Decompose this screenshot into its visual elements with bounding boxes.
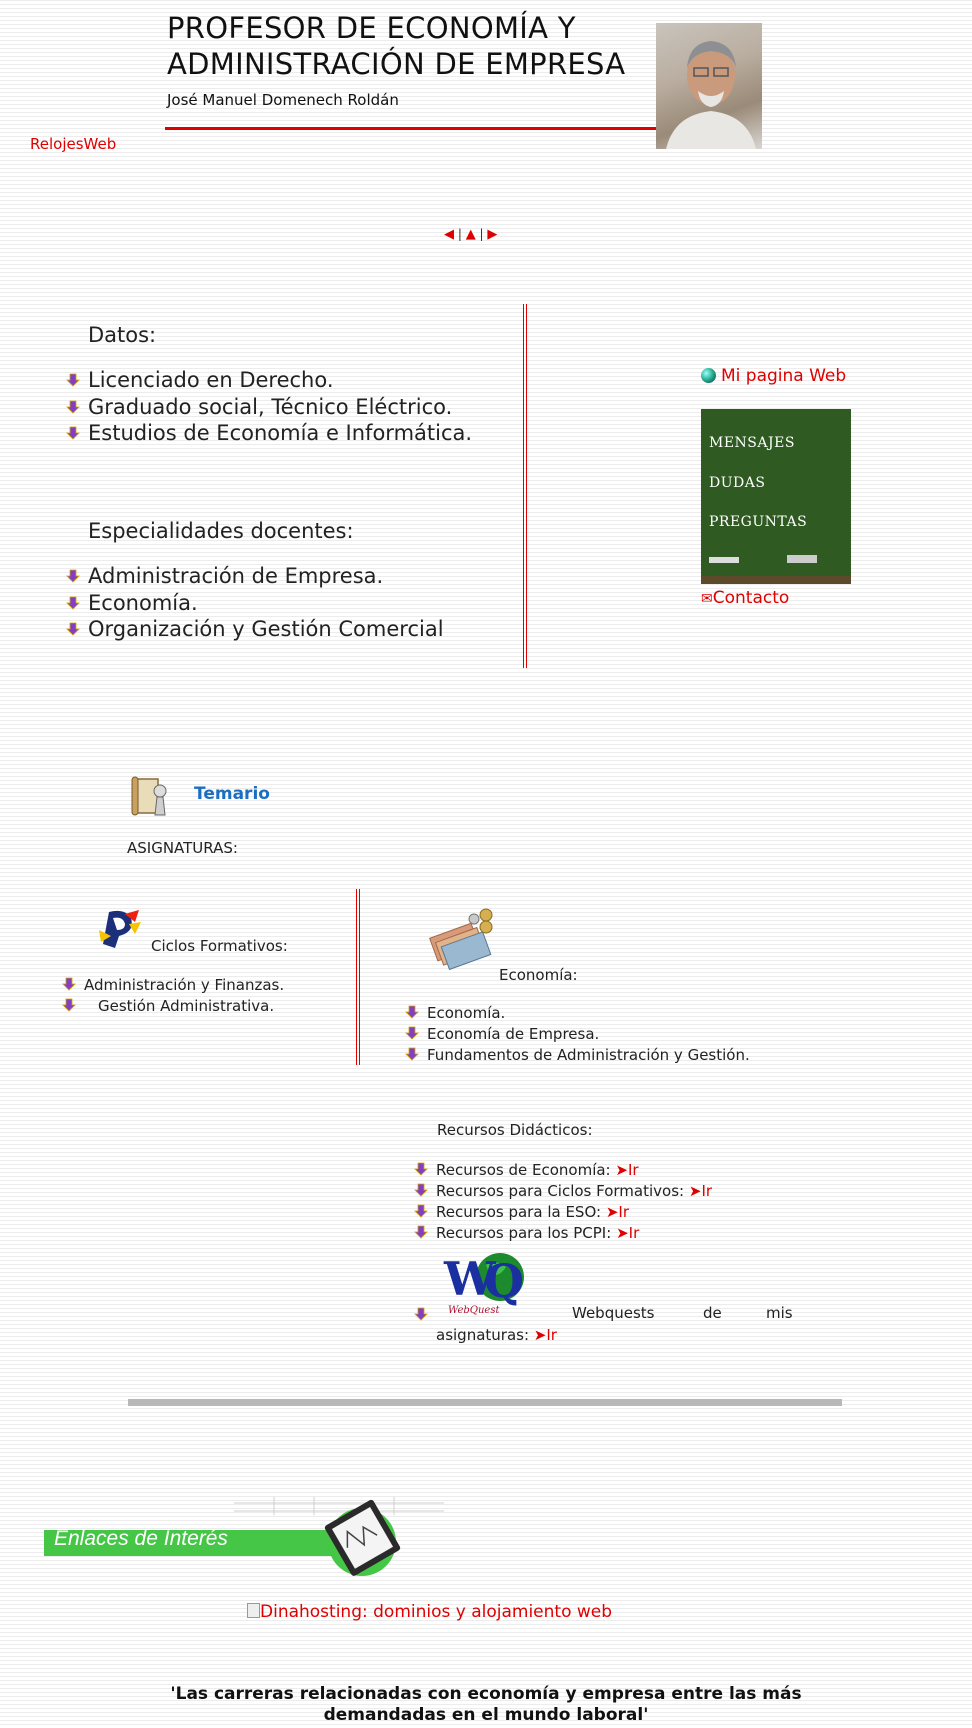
list-item: Recursos para los PCPI: ➤Ir — [414, 1223, 712, 1244]
bullet-arrow-icon — [405, 1026, 419, 1040]
list-item[interactable]: Fundamentos de Administración y Gestión. — [405, 1045, 750, 1066]
bullet-arrow-icon — [414, 1183, 428, 1197]
bullet-arrow-icon — [66, 569, 80, 583]
quote-link[interactable] — [0, 1684, 972, 1726]
relojesweb-link[interactable]: RelojesWeb — [30, 135, 117, 153]
globe-icon — [701, 368, 716, 383]
list-item[interactable]: Economía de Empresa. — [405, 1024, 750, 1045]
list-item[interactable]: Economía. — [405, 1003, 750, 1024]
right-arrow-icon: ➤ — [533, 1326, 547, 1344]
bullet-arrow-icon — [62, 998, 76, 1012]
ir-link[interactable]: ➤Ir — [616, 1224, 640, 1242]
quote-line: demandadas en el mundo laboral' — [323, 1705, 649, 1725]
list-item: Graduado social, Técnico Eléctrico. — [66, 394, 472, 421]
ciclos-logo-icon — [95, 908, 143, 954]
web-link[interactable]: Mi pagina Web — [701, 366, 846, 386]
bullet-arrow-icon — [405, 1047, 419, 1061]
recursos-list — [414, 1160, 712, 1244]
page-navigation — [444, 227, 497, 242]
ir-link[interactable]: ➤Ir — [605, 1203, 629, 1221]
dinahosting-link[interactable]: Dinahosting: dominios y alojamiento web — [247, 1602, 612, 1622]
subjects-divider — [356, 889, 360, 1065]
quote-line: 'Las carreras relacionadas con economía y empresa entre las más — [170, 1684, 802, 1704]
profile-photo — [656, 23, 762, 149]
nav-separator: | — [457, 227, 462, 241]
economia-heading: Economía: — [499, 966, 578, 984]
list-item[interactable]: Gestión Administrativa. — [62, 996, 284, 1017]
right-arrow-icon: ➤ — [616, 1224, 629, 1242]
bullet-arrow-icon — [414, 1162, 428, 1176]
section-divider — [523, 304, 527, 668]
list-item: Recursos de Economía: ➤Ir — [414, 1160, 712, 1181]
chalk-icon — [709, 557, 739, 563]
bullet-arrow-icon — [414, 1225, 428, 1239]
bullet-arrow-icon — [66, 596, 80, 610]
list-item: Recursos para la ESO: ➤Ir — [414, 1202, 712, 1223]
bullet-arrow-icon — [414, 1307, 428, 1321]
scroll-icon — [130, 775, 170, 817]
board-line: MENSAJES — [709, 435, 795, 451]
webquest-logo-icon[interactable] — [440, 1247, 530, 1317]
page-title: PROFESOR DE ECONOMÍA Y ADMINISTRACIÓN DE EMPRESA — [167, 11, 626, 81]
ciclos-list — [62, 975, 284, 1017]
broken-image-icon — [247, 1603, 260, 1618]
svg-text:Q: Q — [484, 1254, 525, 1308]
bullet-arrow-icon — [62, 977, 76, 991]
next-arrow-icon[interactable]: ▶ — [487, 227, 498, 242]
up-arrow-icon[interactable]: ▲ — [465, 227, 476, 242]
header-divider — [165, 127, 660, 130]
list-item: Licenciado en Derecho. — [66, 367, 472, 394]
economia-list — [405, 1003, 750, 1066]
bullet-arrow-icon — [66, 622, 80, 636]
webquest-word: Webquests — [572, 1304, 655, 1322]
svg-text:WebQuest: WebQuest — [448, 1305, 500, 1316]
ciclos-heading: Ciclos Formativos: — [151, 937, 288, 955]
list-item: Economía. — [66, 590, 444, 617]
ir-link[interactable]: ➤Ir — [533, 1326, 557, 1344]
enlaces-banner-text: Enlaces de Interés — [54, 1527, 228, 1550]
right-arrow-icon: ➤ — [688, 1182, 702, 1200]
board-line: PREGUNTAS — [709, 514, 808, 530]
especialidades-list — [66, 563, 444, 643]
right-arrow-icon: ➤ — [605, 1203, 619, 1221]
webquest-line2: asignaturas: ➤Ir — [436, 1326, 557, 1344]
list-item[interactable]: Administración y Finanzas. — [62, 975, 284, 996]
contact-link[interactable]: ✉Contacto — [701, 588, 790, 608]
money-icon — [428, 905, 500, 977]
list-item: Administración de Empresa. — [66, 563, 444, 590]
messages-board-image[interactable] — [701, 409, 851, 584]
enlaces-banner[interactable] — [44, 1495, 444, 1585]
ir-link[interactable]: ➤Ir — [688, 1182, 713, 1200]
section-divider — [128, 1399, 842, 1406]
temario-link[interactable]: Temario — [194, 784, 270, 804]
list-item: Recursos para Ciclos Formativos: ➤Ir — [414, 1181, 712, 1202]
author-name: José Manuel Domenech Roldán — [167, 91, 399, 109]
envelope-icon: ✉ — [701, 591, 713, 607]
list-item: Estudios de Economía e Informática. — [66, 420, 472, 447]
prev-arrow-icon[interactable]: ◀ — [444, 227, 454, 242]
eraser-icon — [787, 555, 817, 563]
bullet-arrow-icon — [66, 400, 80, 414]
especialidades-heading: Especialidades docentes: — [88, 519, 354, 543]
bullet-arrow-icon — [66, 373, 80, 387]
asignaturas-label: ASIGNATURAS: — [127, 839, 238, 857]
bullet-arrow-icon — [414, 1204, 428, 1218]
webquest-word: de — [703, 1304, 722, 1322]
svg-text:W: W — [444, 1252, 496, 1306]
board-line: DUDAS — [709, 475, 766, 491]
ir-link[interactable]: ➤Ir — [615, 1161, 639, 1179]
list-item: Organización y Gestión Comercial — [66, 616, 444, 643]
right-arrow-icon: ➤ — [615, 1161, 628, 1179]
nav-separator: | — [479, 227, 484, 241]
recursos-heading: Recursos Didácticos: — [437, 1121, 593, 1139]
datos-list — [66, 367, 472, 447]
bullet-arrow-icon — [405, 1005, 419, 1019]
datos-heading: Datos: — [88, 323, 157, 347]
webquest-word: mis — [766, 1304, 793, 1322]
bullet-arrow-icon — [66, 426, 80, 440]
